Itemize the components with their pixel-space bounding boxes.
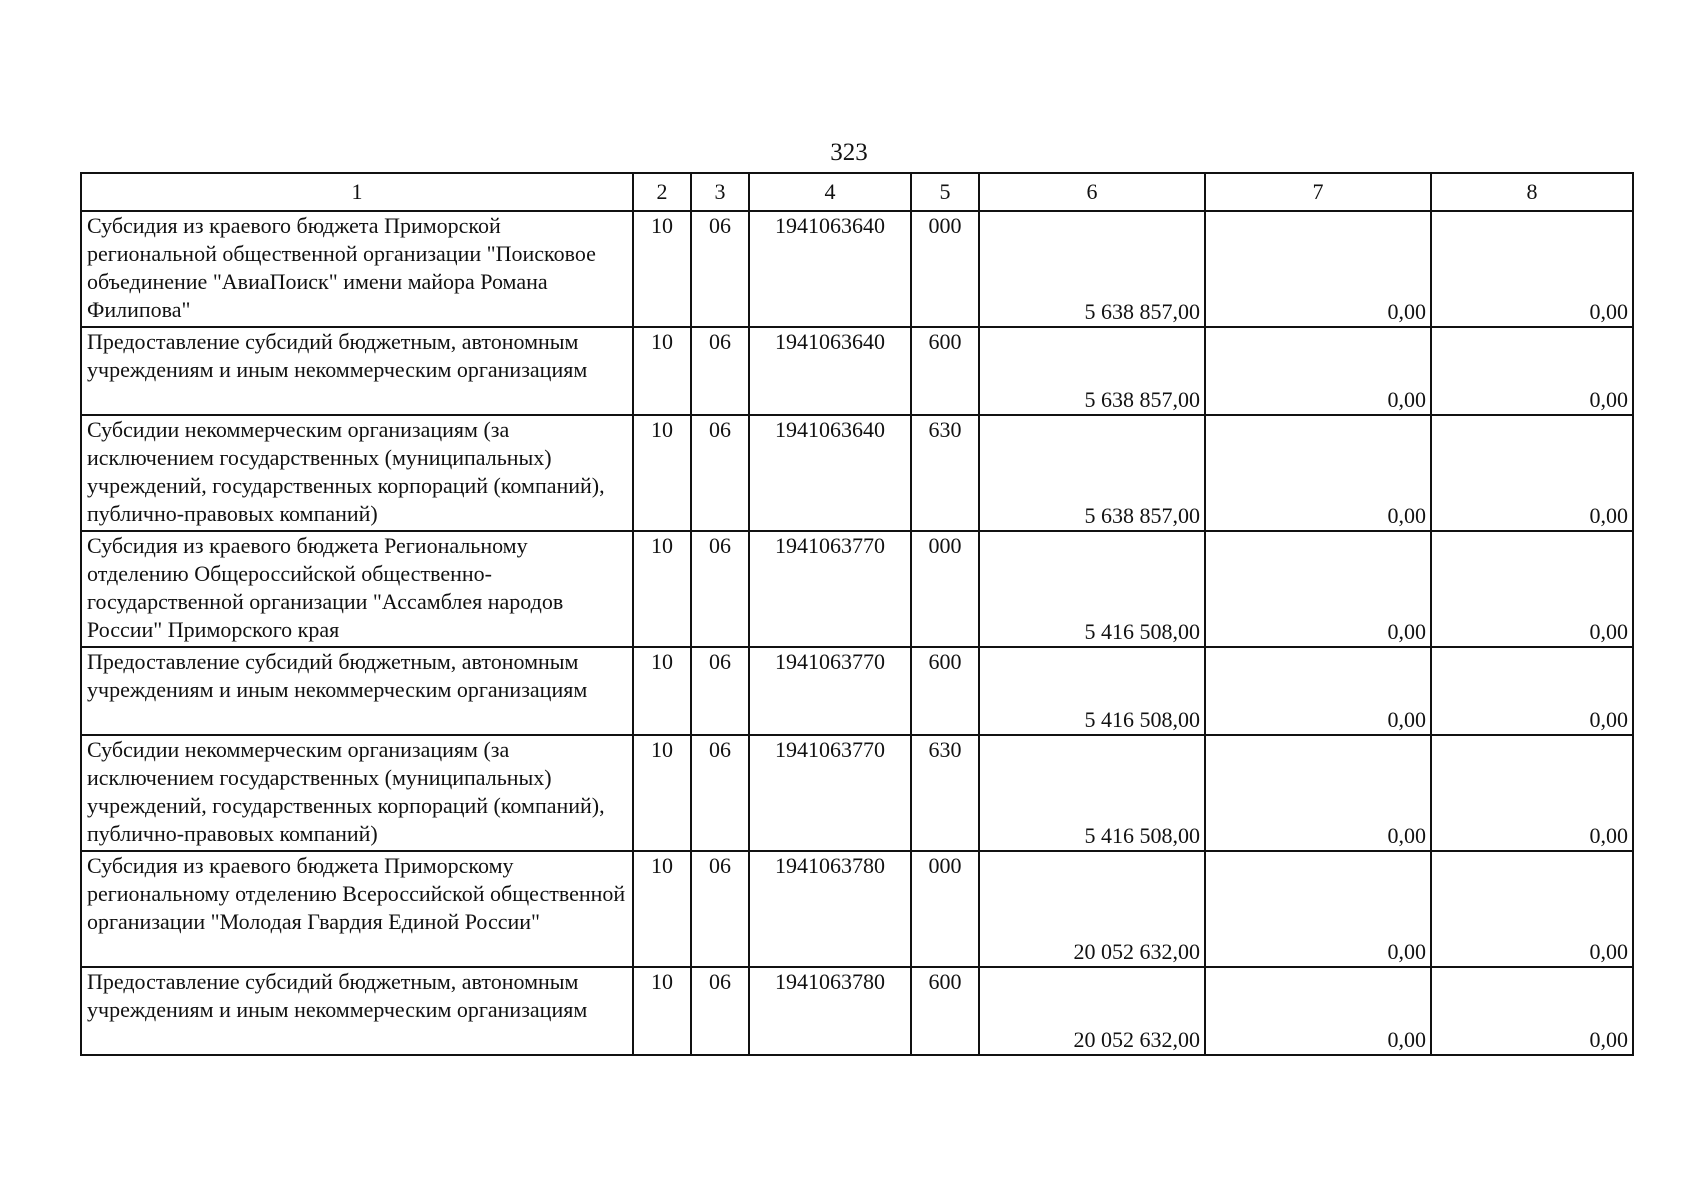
row-amount-col7: 0,00 — [1205, 211, 1431, 327]
row-amount-col6: 5 416 508,00 — [979, 735, 1205, 851]
row-amount-col8: 0,00 — [1431, 967, 1633, 1055]
table-row — [81, 967, 1633, 1055]
row-subsection: 06 — [691, 647, 749, 735]
row-amount-col8: 0,00 — [1431, 851, 1633, 967]
row-section: 10 — [633, 967, 691, 1055]
row-amount-col8: 0,00 — [1431, 531, 1633, 647]
row-amount-col8: 0,00 — [1431, 735, 1633, 851]
row-type-code: 630 — [911, 735, 979, 851]
row-name: Субсидии некоммерческим организациям (за исключением государственных (муниципальных) учреждений, государственных корпораций (компаний), публично-правовых компаний) — [81, 415, 633, 531]
row-type-code: 000 — [911, 851, 979, 967]
column-header: 1 — [81, 173, 633, 211]
row-amount-col6: 20 052 632,00 — [979, 967, 1205, 1055]
row-target-code: 1941063780 — [749, 851, 911, 967]
row-amount-col6: 5 638 857,00 — [979, 327, 1205, 415]
column-header: 8 — [1431, 173, 1633, 211]
row-subsection: 06 — [691, 735, 749, 851]
row-subsection: 06 — [691, 967, 749, 1055]
row-target-code: 1941063640 — [749, 327, 911, 415]
row-target-code: 1941063770 — [749, 735, 911, 851]
row-target-code: 1941063640 — [749, 211, 911, 327]
table-header-row — [81, 173, 1633, 211]
row-subsection: 06 — [691, 415, 749, 531]
table-row — [81, 647, 1633, 735]
row-name: Субсидия из краевого бюджета Региональному отделению Общероссийской общественно-государственной организации "Ассамблея народов России" Приморского края — [81, 531, 633, 647]
table-row — [81, 327, 1633, 415]
table-row — [81, 531, 1633, 647]
row-target-code: 1941063770 — [749, 647, 911, 735]
column-header: 7 — [1205, 173, 1431, 211]
row-amount-col8: 0,00 — [1431, 211, 1633, 327]
table-row — [81, 735, 1633, 851]
row-name: Предоставление субсидий бюджетным, автономным учреждениям и иным некоммерческим организациям — [81, 327, 633, 415]
column-header: 6 — [979, 173, 1205, 211]
row-amount-col7: 0,00 — [1205, 327, 1431, 415]
column-header: 3 — [691, 173, 749, 211]
row-amount-col8: 0,00 — [1431, 327, 1633, 415]
row-section: 10 — [633, 531, 691, 647]
row-type-code: 600 — [911, 327, 979, 415]
row-amount-col7: 0,00 — [1205, 967, 1431, 1055]
row-type-code: 000 — [911, 211, 979, 327]
row-section: 10 — [633, 327, 691, 415]
budget-table — [80, 172, 1634, 1056]
column-header: 5 — [911, 173, 979, 211]
row-section: 10 — [633, 647, 691, 735]
row-subsection: 06 — [691, 531, 749, 647]
column-header: 2 — [633, 173, 691, 211]
row-amount-col7: 0,00 — [1205, 415, 1431, 531]
row-amount-col7: 0,00 — [1205, 735, 1431, 851]
row-target-code: 1941063770 — [749, 531, 911, 647]
column-header: 4 — [749, 173, 911, 211]
row-section: 10 — [633, 735, 691, 851]
row-subsection: 06 — [691, 851, 749, 967]
row-name: Предоставление субсидий бюджетным, автономным учреждениям и иным некоммерческим организациям — [81, 647, 633, 735]
row-target-code: 1941063780 — [749, 967, 911, 1055]
row-amount-col7: 0,00 — [1205, 851, 1431, 967]
row-section: 10 — [633, 851, 691, 967]
row-type-code: 630 — [911, 415, 979, 531]
row-section: 10 — [633, 211, 691, 327]
row-type-code: 600 — [911, 967, 979, 1055]
row-section: 10 — [633, 415, 691, 531]
row-name: Предоставление субсидий бюджетным, автономным учреждениям и иным некоммерческим организациям — [81, 967, 633, 1055]
row-name: Субсидия из краевого бюджета Приморскому региональному отделению Всероссийской общественной организации "Молодая Гвардия Единой России" — [81, 851, 633, 967]
row-amount-col8: 0,00 — [1431, 647, 1633, 735]
row-target-code: 1941063640 — [749, 415, 911, 531]
page-number: 323 — [830, 139, 868, 166]
row-amount-col6: 5 638 857,00 — [979, 415, 1205, 531]
row-subsection: 06 — [691, 211, 749, 327]
row-amount-col7: 0,00 — [1205, 531, 1431, 647]
row-name: Субсидии некоммерческим организациям (за исключением государственных (муниципальных) учреждений, государственных корпораций (компаний), публично-правовых компаний) — [81, 735, 633, 851]
row-type-code: 600 — [911, 647, 979, 735]
table-row — [81, 211, 1633, 327]
table-row — [81, 415, 1633, 531]
row-name: Субсидия из краевого бюджета Приморской региональной общественной организации "Поисковое объединение "АвиаПоиск" имени майора Романа Филипова" — [81, 211, 633, 327]
row-type-code: 000 — [911, 531, 979, 647]
row-amount-col6: 5 416 508,00 — [979, 647, 1205, 735]
table-row — [81, 851, 1633, 967]
row-amount-col7: 0,00 — [1205, 647, 1431, 735]
row-amount-col6: 5 416 508,00 — [979, 531, 1205, 647]
row-subsection: 06 — [691, 327, 749, 415]
row-amount-col6: 20 052 632,00 — [979, 851, 1205, 967]
row-amount-col6: 5 638 857,00 — [979, 211, 1205, 327]
row-amount-col8: 0,00 — [1431, 415, 1633, 531]
